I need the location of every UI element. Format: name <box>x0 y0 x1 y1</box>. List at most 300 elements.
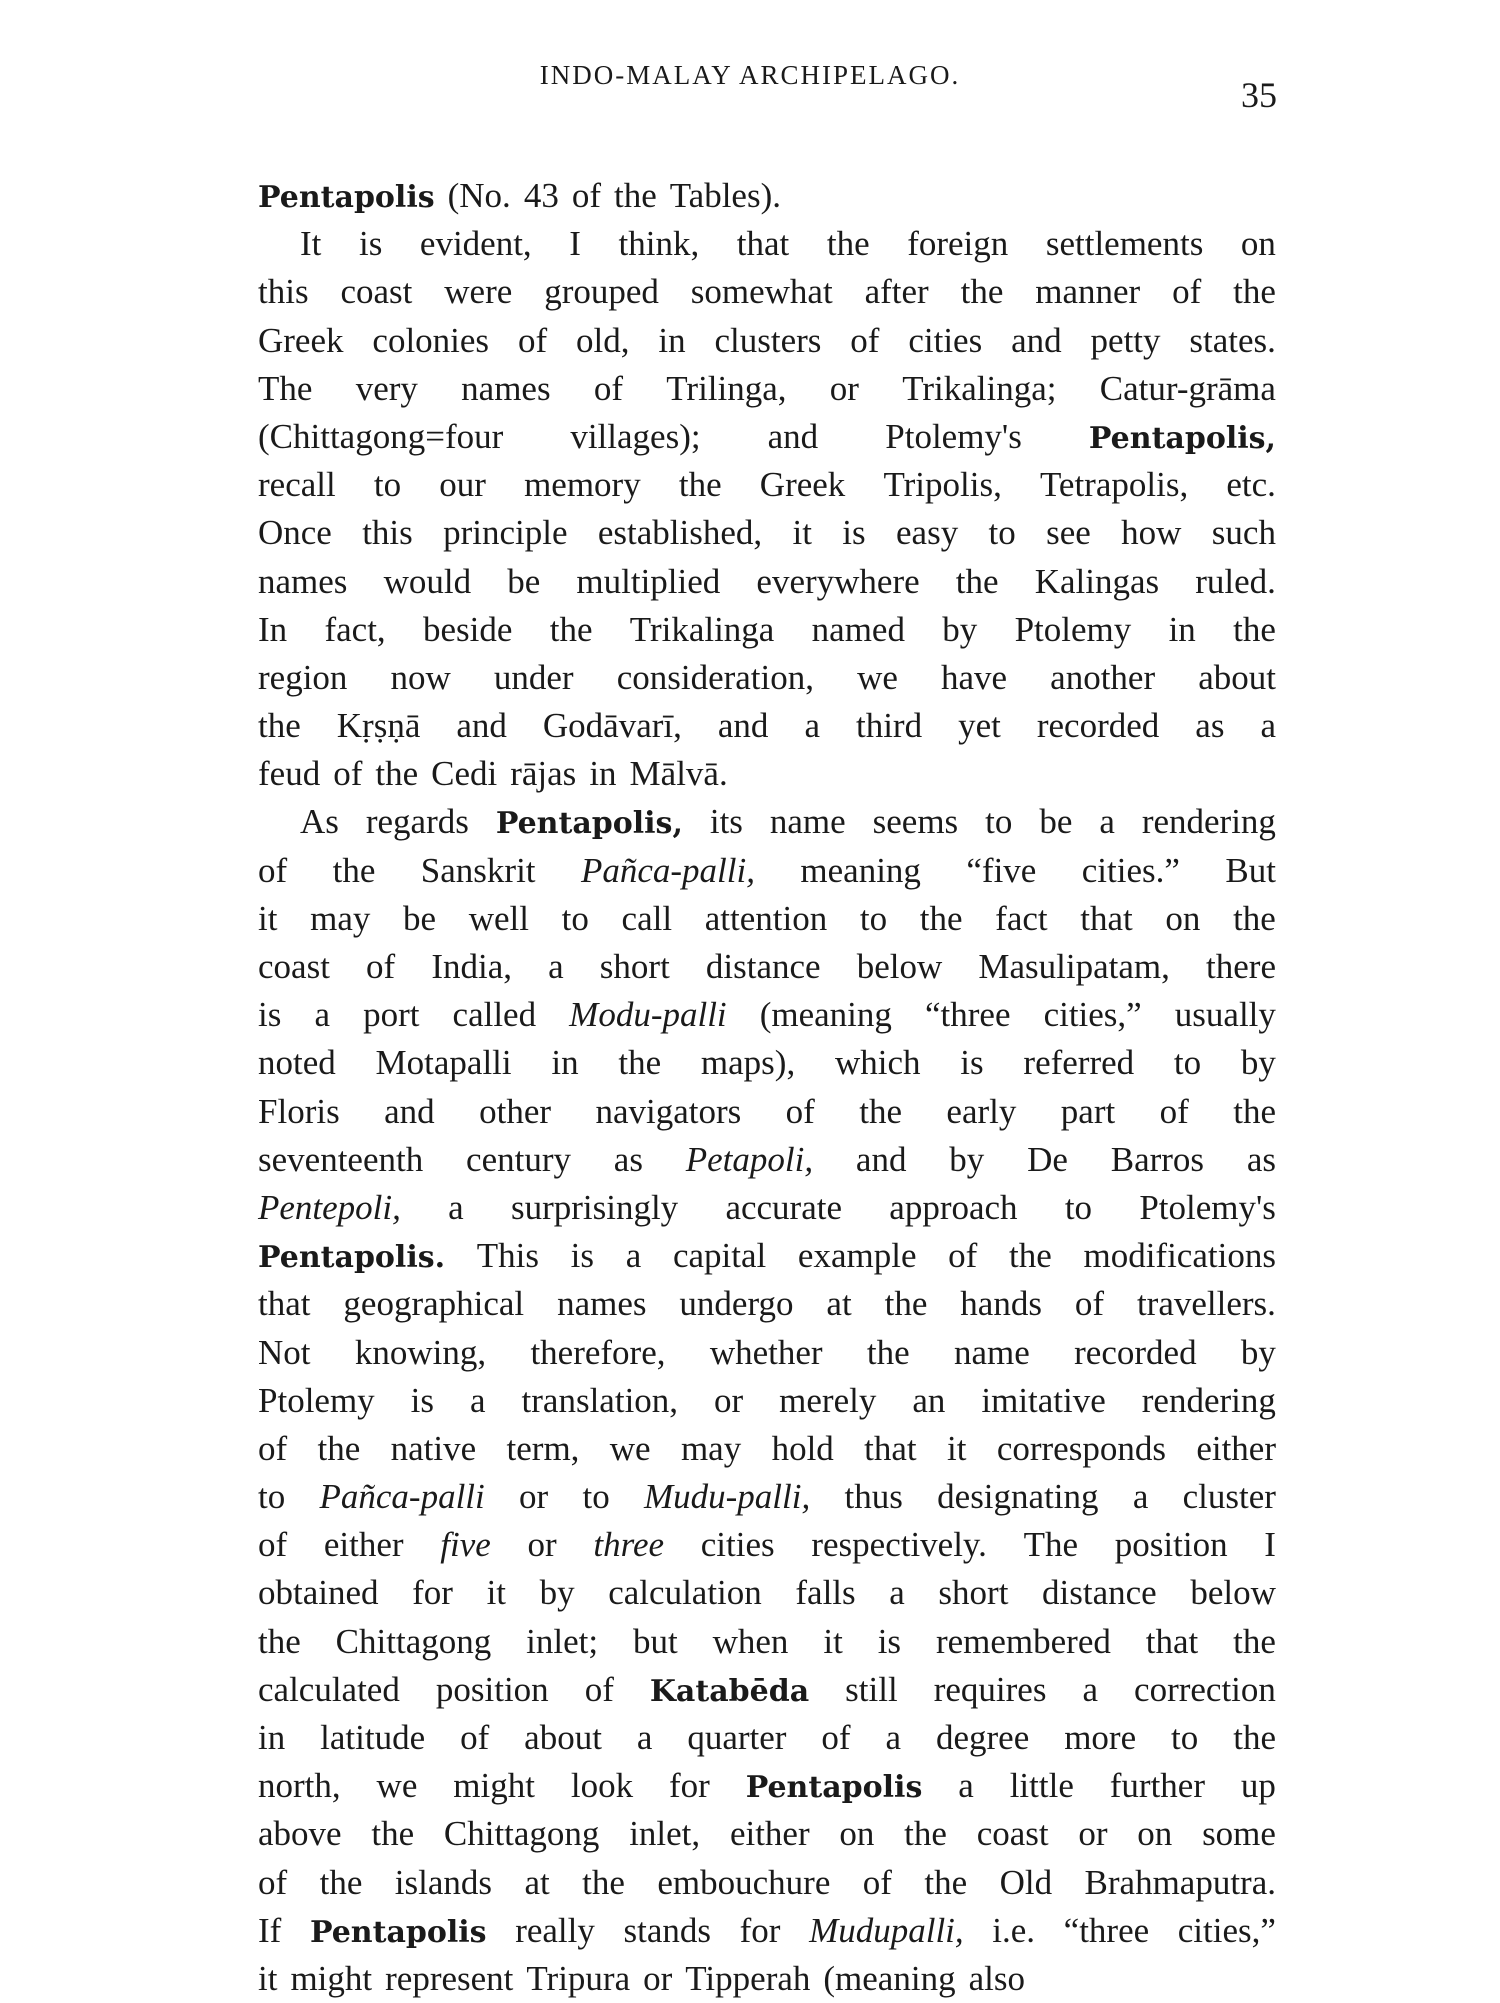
text-line <box>258 1521 1276 1569</box>
word: such <box>1211 513 1276 553</box>
word: accurate <box>725 1187 843 1227</box>
italic-term: Mudupalli, <box>809 1910 964 1950</box>
word: Ptolemy <box>1014 609 1132 649</box>
word: might <box>453 1766 535 1806</box>
text-line <box>258 317 1276 365</box>
word: imitative <box>981 1380 1106 1420</box>
word: Floris <box>258 1091 340 1131</box>
word: a <box>448 1187 464 1227</box>
text-line <box>258 1088 1276 1136</box>
word: of <box>517 320 548 360</box>
word: which <box>834 1043 921 1083</box>
word: the <box>866 1332 910 1372</box>
word: embouchure <box>657 1862 831 1902</box>
word: maps), <box>700 1043 796 1083</box>
word: or <box>829 368 859 408</box>
word: is <box>960 1043 984 1083</box>
word: Cedi <box>431 754 498 794</box>
italic-term: Mudu-palli, <box>644 1477 811 1517</box>
word: whether <box>709 1332 823 1372</box>
text-line <box>258 558 1276 606</box>
word: travellers. <box>1136 1284 1276 1324</box>
word: under <box>493 657 574 697</box>
word: Motapalli <box>375 1043 512 1083</box>
word: As <box>300 802 339 842</box>
text-line <box>258 991 1276 1039</box>
word: named <box>811 609 905 649</box>
text-line <box>258 1810 1276 1858</box>
word: there <box>1206 947 1276 986</box>
word: multiplied <box>576 561 721 601</box>
word: the <box>549 609 593 649</box>
word: Greek <box>759 465 846 505</box>
word: region <box>258 657 348 697</box>
word: degree <box>935 1718 1030 1757</box>
word: the <box>1233 609 1276 649</box>
word: islands <box>394 1862 493 1902</box>
text-line <box>258 1184 1276 1232</box>
page-number: 35 <box>1241 75 1277 115</box>
word: in <box>258 1718 286 1757</box>
word: and <box>456 706 507 746</box>
word: or <box>519 1477 549 1517</box>
word: now <box>390 657 451 697</box>
word: is <box>358 224 383 264</box>
word: to <box>373 465 402 505</box>
word: Tipperah <box>685 1958 811 1998</box>
word: that <box>258 1284 311 1324</box>
word: In <box>258 609 288 649</box>
word: Old <box>999 1862 1053 1902</box>
word: as <box>1195 706 1225 746</box>
word: surprisingly <box>510 1187 679 1227</box>
word: in <box>1168 609 1196 649</box>
word: the <box>613 176 657 215</box>
word: a <box>636 1718 653 1757</box>
word: the <box>319 1862 363 1902</box>
word: either <box>1196 1428 1276 1468</box>
word: below <box>856 947 943 986</box>
word: Tables). <box>669 176 781 215</box>
text-line <box>258 1280 1276 1328</box>
word: The <box>258 368 313 408</box>
word: the <box>375 754 419 794</box>
word: the <box>960 272 1004 312</box>
word: still <box>845 1669 898 1709</box>
word: and <box>767 416 819 456</box>
word: cities <box>700 1525 775 1565</box>
word: Ptolemy's <box>885 416 1022 456</box>
word: to <box>1064 1187 1093 1227</box>
word: names <box>258 561 348 601</box>
word: principle <box>443 513 568 553</box>
word: Trikalinga <box>629 609 775 649</box>
word: Mālvā. <box>629 754 728 794</box>
word: is <box>842 513 866 553</box>
word: of <box>862 1862 892 1902</box>
word: also <box>968 1958 1025 1998</box>
word: established, <box>597 513 763 553</box>
word: grouped <box>544 272 659 312</box>
text-line <box>258 943 1276 991</box>
word: we <box>857 657 898 697</box>
word: therefore, <box>530 1332 666 1372</box>
running-title: INDO-MALAY ARCHIPELAGO. <box>539 60 961 90</box>
word: of <box>948 1236 978 1276</box>
text-line <box>258 847 1276 895</box>
text-line <box>258 365 1276 413</box>
word: requires <box>933 1669 1047 1709</box>
word: India, <box>431 947 512 986</box>
word: clusters <box>714 320 822 360</box>
word: may <box>310 898 371 938</box>
word: for <box>739 1910 781 1950</box>
word: attention <box>704 898 828 938</box>
word: “five <box>966 850 1037 890</box>
word: distance <box>1042 1573 1157 1613</box>
word: calculation <box>608 1573 762 1613</box>
word: that <box>1080 898 1133 938</box>
word: little <box>1009 1766 1074 1806</box>
word: of <box>258 1862 288 1902</box>
italic-term: Modu-palli <box>569 995 727 1035</box>
word: cities,” <box>1177 1910 1276 1950</box>
word: it <box>947 1428 967 1468</box>
text-line <box>258 1039 1276 1087</box>
bold-term: Katabēda <box>649 1673 810 1709</box>
word: I <box>1264 1525 1276 1565</box>
italic-term: Petapoli, <box>685 1139 814 1179</box>
word: Tripolis, <box>883 465 1002 505</box>
word: of <box>850 320 880 360</box>
word: represent <box>385 1958 514 1998</box>
word: inlet; <box>526 1621 599 1661</box>
word: it <box>258 1958 278 1998</box>
word: a <box>314 995 330 1035</box>
word: position <box>1114 1525 1228 1565</box>
word: the <box>1233 1091 1276 1131</box>
word: of <box>1172 272 1202 312</box>
word: geographical <box>343 1284 525 1324</box>
word: corresponds <box>996 1428 1166 1468</box>
text-line <box>258 172 1276 220</box>
word: a <box>804 706 820 746</box>
word: that <box>864 1428 917 1468</box>
word: recorded <box>1036 706 1160 746</box>
text-line <box>258 1666 1276 1714</box>
word: It <box>300 224 322 264</box>
word: hands <box>960 1284 1042 1324</box>
word: But <box>1225 850 1276 890</box>
word: distance <box>705 947 821 986</box>
word: have <box>941 657 1008 697</box>
word: (meaning <box>823 1958 956 1998</box>
word: yet <box>958 706 1001 746</box>
word: to <box>1171 1718 1199 1757</box>
bold-term: Pentapolis, <box>495 806 683 842</box>
word: this <box>258 272 309 312</box>
word: i.e. <box>992 1910 1036 1950</box>
word: in <box>658 320 686 360</box>
word: obtained <box>258 1573 379 1613</box>
word: called <box>452 995 537 1035</box>
word: by <box>1240 1332 1276 1372</box>
italic-term: Pentepoli, <box>258 1187 401 1227</box>
word: cluster <box>1182 1477 1276 1517</box>
word: correction <box>1134 1669 1276 1709</box>
word: settlements <box>1045 224 1204 264</box>
word: De <box>1027 1139 1068 1179</box>
word: of <box>258 850 288 890</box>
word: the <box>826 224 870 264</box>
word: (No. <box>447 176 511 215</box>
word: the <box>582 1862 625 1902</box>
word: it <box>792 513 812 553</box>
bold-term: Pentapolis <box>745 1770 923 1806</box>
bold-term: Pentapolis, <box>1088 420 1276 456</box>
word: as <box>1246 1139 1276 1179</box>
word: calculated <box>258 1669 400 1709</box>
word: stands <box>623 1910 711 1950</box>
word: cities,” <box>1043 995 1142 1035</box>
word: a <box>470 1380 486 1420</box>
word: Once <box>258 513 332 553</box>
word: port <box>363 995 420 1035</box>
word: designating <box>937 1477 1099 1517</box>
word: or <box>527 1525 557 1565</box>
word: the <box>924 1862 968 1902</box>
word: etc. <box>1226 465 1276 505</box>
word: we <box>609 1428 651 1468</box>
word: capital <box>672 1236 767 1276</box>
text-line <box>258 1714 1276 1762</box>
word: manner <box>1035 272 1141 312</box>
word: “three <box>1063 1910 1150 1950</box>
word: The <box>1023 1525 1079 1565</box>
word: the <box>258 706 301 746</box>
word: of <box>584 1669 614 1709</box>
text-line <box>258 895 1276 943</box>
word: native <box>390 1428 477 1468</box>
word: about <box>1198 657 1276 697</box>
word: cities <box>908 320 983 360</box>
body-text <box>258 172 1276 2003</box>
word: somewhat <box>690 272 833 312</box>
word: another <box>1050 657 1156 697</box>
word: and <box>1011 320 1062 360</box>
word: the <box>1233 1718 1276 1757</box>
word: coast <box>340 272 413 312</box>
word: the <box>258 1621 301 1661</box>
word: its <box>709 802 743 842</box>
word: If <box>258 1910 282 1950</box>
bold-term: Pentapolis <box>309 1914 487 1950</box>
word: at <box>524 1862 550 1902</box>
word: the <box>1009 1236 1052 1276</box>
word: third <box>855 706 923 746</box>
word: short <box>599 947 670 986</box>
word: the <box>955 561 999 601</box>
word: hold <box>771 1428 834 1468</box>
word: the <box>1233 898 1276 938</box>
word: the <box>919 898 963 938</box>
word: up <box>1240 1766 1276 1806</box>
word: a <box>625 1236 642 1276</box>
word: a <box>889 1573 905 1613</box>
text-line <box>258 413 1276 461</box>
word: the <box>1233 1621 1276 1661</box>
word: Godāvarī, <box>542 706 682 746</box>
word: coast <box>258 947 330 986</box>
word: (Chittagong=four <box>258 416 504 456</box>
word: by <box>1240 1043 1276 1083</box>
text-line <box>258 268 1276 316</box>
word: inlet, <box>629 1814 701 1854</box>
word: a <box>1132 1477 1149 1517</box>
word: or <box>714 1380 744 1420</box>
word: approach <box>889 1187 1018 1227</box>
text-line <box>258 1569 1276 1617</box>
word: rendering <box>1141 802 1276 842</box>
text-line <box>258 702 1276 750</box>
word: it <box>258 898 278 938</box>
text-line <box>258 1425 1276 1473</box>
word: translation, <box>521 1380 679 1420</box>
text-line <box>258 654 1276 702</box>
word: or <box>643 1958 673 1998</box>
word: of <box>460 1718 490 1757</box>
word: recorded <box>1074 1332 1197 1372</box>
word: navigators <box>595 1091 742 1131</box>
word: I <box>569 224 581 264</box>
word: consideration, <box>616 657 814 697</box>
word: after <box>864 272 929 312</box>
word: for <box>412 1573 453 1613</box>
bold-term: Pentapolis. <box>258 1240 446 1276</box>
word: and <box>384 1091 435 1131</box>
word: referred <box>1023 1043 1135 1083</box>
word: feud <box>258 754 321 794</box>
word: Greek <box>258 320 344 360</box>
word: a <box>1260 706 1276 746</box>
text-line <box>258 1232 1276 1280</box>
word: latitude <box>320 1718 426 1757</box>
word: were <box>444 272 513 312</box>
word: Chittagong <box>335 1621 492 1661</box>
word: rendering <box>1141 1380 1276 1420</box>
word: rājas <box>510 754 577 794</box>
word: early <box>946 1091 1017 1131</box>
word: cities.” <box>1081 850 1180 890</box>
word: usually <box>1174 995 1276 1035</box>
word: quarter <box>687 1718 787 1757</box>
word: in <box>589 754 617 794</box>
word: is <box>877 1621 902 1661</box>
word: coast <box>976 1814 1049 1854</box>
word: Trilinga, <box>666 368 787 408</box>
word: meaning <box>800 850 921 890</box>
word: fact, <box>324 609 386 649</box>
word: example <box>797 1236 917 1276</box>
word: on <box>1137 1814 1173 1854</box>
word: Ptolemy's <box>1139 1187 1276 1227</box>
italic-term: five <box>440 1525 491 1565</box>
word: of <box>1074 1284 1105 1324</box>
word: is <box>570 1236 595 1276</box>
word: memory <box>524 465 641 505</box>
text-line <box>258 1618 1276 1666</box>
text-line <box>258 1473 1276 1521</box>
word: would <box>383 561 472 601</box>
word: Chittagong <box>443 1814 600 1854</box>
word: ruled. <box>1195 561 1276 601</box>
word: very <box>355 368 418 408</box>
word: undergo <box>679 1284 794 1324</box>
word: how <box>1121 513 1182 553</box>
word: of <box>1159 1091 1189 1131</box>
text-line <box>258 798 1276 846</box>
word: a <box>958 1766 974 1806</box>
word: the <box>332 850 376 890</box>
text-line <box>258 1907 1276 1955</box>
word: the <box>1233 272 1276 312</box>
word: Trikalinga; <box>902 368 1057 408</box>
word: knowing, <box>354 1332 487 1372</box>
word: of <box>258 1428 288 1468</box>
word: beside <box>422 609 513 649</box>
word: and <box>855 1139 907 1179</box>
word: a <box>885 1718 902 1757</box>
word: to <box>1173 1043 1202 1083</box>
text-line <box>258 220 1276 268</box>
word: to <box>561 898 589 938</box>
word: recall <box>258 465 336 505</box>
text-line <box>258 1762 1276 1810</box>
word: a <box>548 947 564 986</box>
word: the <box>371 1814 415 1854</box>
word: to <box>985 802 1013 842</box>
word: be <box>1039 802 1073 842</box>
word: everywhere <box>756 561 920 601</box>
word: call <box>621 898 673 938</box>
word: in <box>551 1043 579 1083</box>
word: term, <box>506 1428 580 1468</box>
word: below <box>1190 1573 1276 1613</box>
word: Catur-grāma <box>1099 368 1276 408</box>
word: the <box>859 1091 902 1131</box>
word: on <box>1165 898 1201 938</box>
word: be <box>403 898 437 938</box>
word: Tetrapolis, <box>1039 465 1189 505</box>
text-line <box>258 461 1276 509</box>
text-line <box>258 606 1276 654</box>
word: states. <box>1189 320 1276 360</box>
text-line <box>258 1955 1276 2003</box>
word: more <box>1064 1718 1137 1757</box>
word: name <box>954 1332 1030 1372</box>
word: that <box>1145 1621 1199 1661</box>
word: the <box>678 465 722 505</box>
word: look <box>570 1766 634 1806</box>
word: petty <box>1090 320 1161 360</box>
word: Not <box>258 1332 311 1372</box>
word: Ptolemy <box>258 1380 375 1420</box>
word: above <box>258 1814 342 1854</box>
word: that <box>736 224 790 264</box>
word: the <box>884 1284 928 1324</box>
word: think, <box>618 224 700 264</box>
word: the <box>317 1428 361 1468</box>
